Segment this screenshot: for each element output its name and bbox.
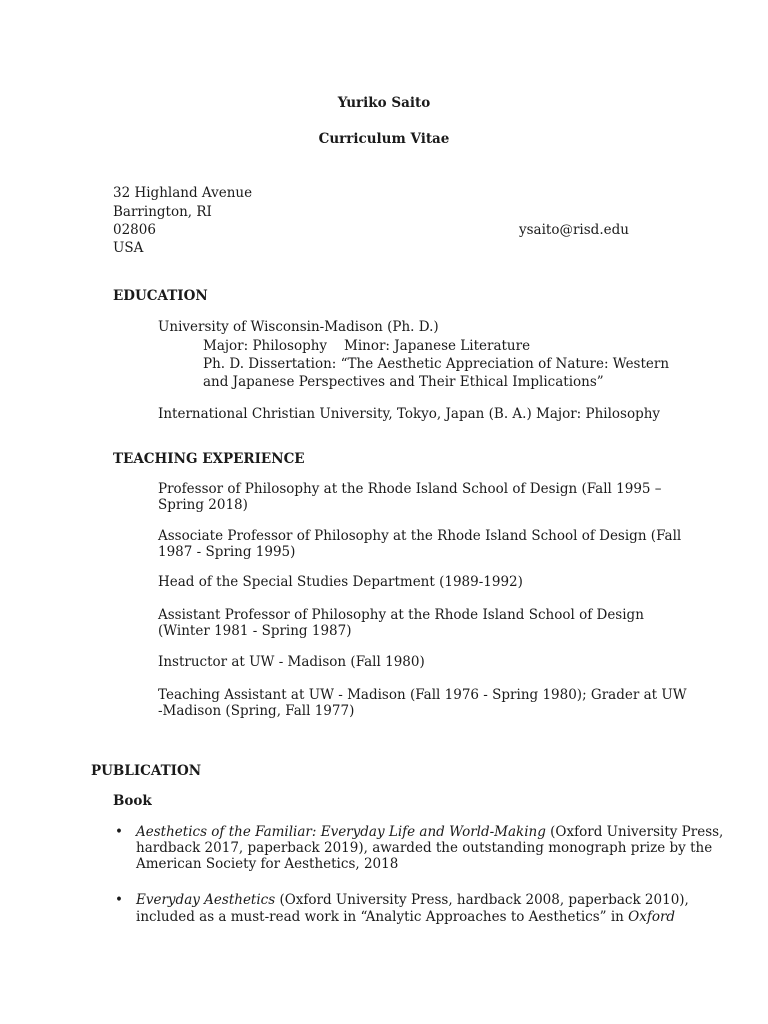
teaching-entry-2-line-1: Associate Professor of Philosophy at the Rhode Island School of Design (Fall — [158, 528, 682, 544]
book-1-line-3: American Society for Aesthetics, 2018 — [136, 856, 399, 872]
bullet-2: • — [115, 892, 123, 908]
teaching-entry-4-line-2: (Winter 1981 - Spring 1987) — [158, 623, 352, 639]
teaching-entry-4-line-1: Assistant Professor of Philosophy at the Rhode Island School of Design — [158, 607, 644, 623]
address-street: 32 Highland Avenue — [113, 185, 253, 201]
author-name: Yuriko Saito — [337, 95, 431, 111]
teaching-entry-6-line-2: -Madison (Spring, Fall 1977) — [158, 703, 355, 719]
section-heading-publication: PUBLICATION — [91, 763, 202, 779]
book-2-publisher: (Oxford University Press, hardback 2008, paperback 2010), — [275, 892, 689, 908]
teaching-entry-3: Head of the Special Studies Department (1989-1992) — [158, 574, 523, 590]
address-country: USA — [113, 240, 144, 256]
dissertation-line-1: Ph. D. Dissertation: “The Aesthetic Appreciation of Nature: Western — [203, 356, 670, 372]
teaching-entry-1-line-1: Professor of Philosophy at the Rhode Island School of Design (Fall 1995 – — [158, 481, 662, 497]
book-2-line-2 — [136, 908, 675, 926]
address-zip: 02806 — [113, 222, 156, 238]
subheading-book: Book — [113, 793, 152, 809]
book-2-title: Everyday Aesthetics — [136, 892, 276, 908]
teaching-entry-1-line-2: Spring 2018) — [158, 497, 248, 513]
email-address: ysaito@risd.edu — [519, 222, 629, 238]
teaching-entry-6-line-1: Teaching Assistant at UW - Madison (Fall 1976 - Spring 1980); Grader at UW — [158, 687, 687, 703]
phd-minor: Minor: Japanese Literature — [344, 338, 531, 354]
address-city: Barrington, RI — [113, 204, 212, 220]
document-title: Curriculum Vitae — [318, 131, 450, 147]
phd-institution: University of Wisconsin-Madison (Ph. D.) — [158, 319, 439, 335]
book-1-line-2: hardback 2017, paperback 2019), awarded the outstanding monograph prize by the — [136, 840, 713, 856]
phd-major: Major: Philosophy — [203, 338, 328, 354]
bullet-1: • — [115, 824, 123, 840]
teaching-entry-5: Instructor at UW - Madison (Fall 1980) — [158, 654, 425, 670]
book-2-line-2-text: included as a must-read work in “Analytic Approaches to Aesthetics” in — [136, 909, 629, 925]
ba-degree: International Christian University, Tokyo, Japan (B. A.) Major: Philosophy — [158, 406, 661, 422]
book-2-line-2-oxford: Oxford — [628, 909, 676, 925]
book-1-publisher: (Oxford University Press, — [545, 824, 724, 840]
teaching-entry-2-line-2: 1987 - Spring 1995) — [158, 544, 296, 560]
section-heading-teaching: TEACHING EXPERIENCE — [113, 451, 305, 467]
book-2-line-1 — [136, 891, 689, 909]
book-1-title: Aesthetics of the Familiar: Everyday Life and World-Making — [136, 824, 546, 840]
section-heading-education: EDUCATION — [113, 288, 208, 304]
dissertation-line-2: and Japanese Perspectives and Their Ethical Implications” — [203, 374, 604, 390]
